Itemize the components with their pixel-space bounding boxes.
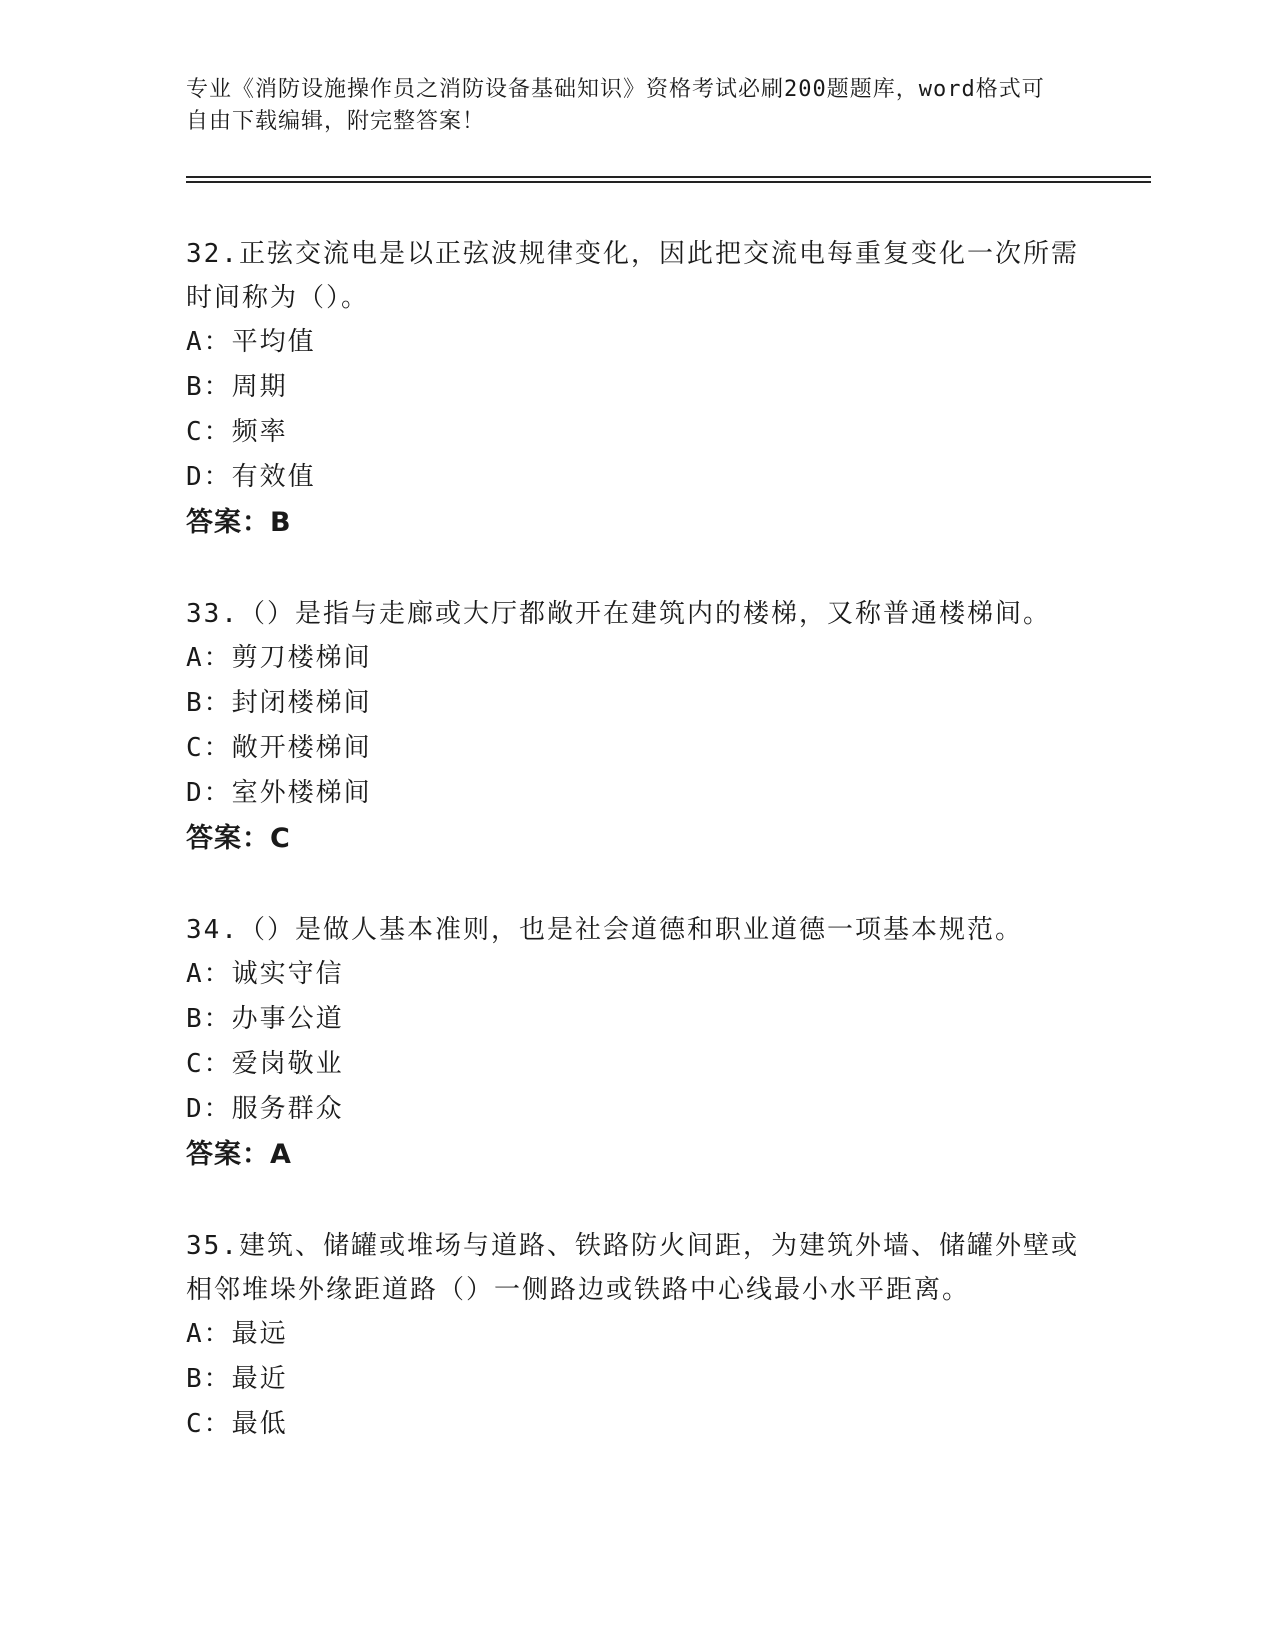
- question-spacer: [186, 545, 1086, 592]
- question-34: [186, 908, 1086, 1177]
- answer-label: 答案：A: [186, 1139, 292, 1170]
- question-33: [186, 592, 1086, 861]
- question-list: [186, 232, 1086, 1447]
- answer-label: 答案：C: [186, 823, 291, 854]
- option-d: D：服务群众: [186, 1094, 344, 1124]
- option-b: B：最近: [186, 1364, 288, 1394]
- option-d: D：室外楼梯间: [186, 778, 372, 808]
- question-32: [186, 232, 1086, 545]
- option-d: D：有效值: [186, 462, 316, 492]
- option-b: B：办事公道: [186, 1004, 344, 1034]
- header-divider-bottom: [186, 181, 1151, 183]
- question-stem: 35.建筑、储罐或堆场与道路、铁路防火间距，为建筑外墙、储罐外壁或相邻堆垛外缘距道路（）一侧路边或铁路中心线最小水平距离。: [186, 1231, 1079, 1305]
- question-stem: 33.（）是指与走廊或大厅都敞开在建筑内的楼梯，又称普通楼梯间。: [186, 599, 1051, 629]
- question-spacer: [186, 861, 1086, 908]
- answer-label: 答案：B: [186, 507, 292, 538]
- question-stem: 34.（）是做人基本准则，也是社会道德和职业道德一项基本规范。: [186, 915, 1023, 945]
- option-c: C：爱岗敬业: [186, 1049, 344, 1079]
- header-divider-top: [186, 176, 1151, 178]
- option-b: B：周期: [186, 372, 288, 402]
- option-a: A：平均值: [186, 327, 316, 357]
- option-c: C：敞开楼梯间: [186, 733, 372, 763]
- document-intro: 专业《消防设施操作员之消防设备基础知识》资格考试必刷200题题库，word格式可自由下载编辑，附完整答案！: [186, 77, 1045, 134]
- option-b: B：封闭楼梯间: [186, 688, 372, 718]
- question-spacer: [186, 1177, 1086, 1224]
- option-a: A：诚实守信: [186, 959, 344, 989]
- question-stem: 32.正弦交流电是以正弦波规律变化，因此把交流电每重复变化一次所需时间称为（）。: [186, 239, 1079, 313]
- option-a: A：剪刀楼梯间: [186, 643, 372, 673]
- question-35: [186, 1224, 1086, 1447]
- option-c: C：频率: [186, 417, 288, 447]
- option-c: C：最低: [186, 1409, 288, 1439]
- option-a: A：最远: [186, 1319, 288, 1349]
